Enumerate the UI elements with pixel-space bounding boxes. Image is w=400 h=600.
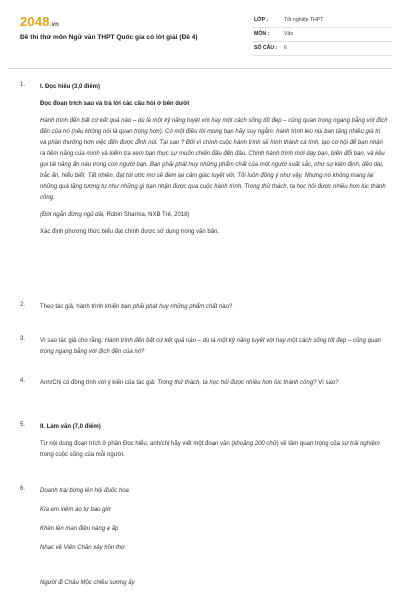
meta-value: Văn [284, 31, 294, 37]
text-run: trong cuộc sống của mỗi người. [40, 452, 125, 458]
question-body [40, 82, 388, 238]
meta-row-class [252, 14, 392, 28]
question-text [40, 336, 388, 358]
quote-run: Trong thử thách, ta học hỏi được nhiều hơn lúc thành công [157, 380, 314, 386]
question-body [40, 302, 388, 313]
poem-line: Kìa em xiêm áo tự bao giờ [40, 507, 111, 513]
meta-row-subject [252, 28, 392, 42]
meta-value: 6 [284, 45, 287, 51]
poem-line: Người đi Châu Mộc chiều sương ấy [40, 580, 135, 586]
question-text [40, 378, 388, 389]
text-run: Vì sao tác giả cho rằng: [40, 338, 105, 344]
meta-label: SỐ CÂU : [254, 45, 278, 51]
question-number: 5. [20, 422, 26, 428]
page-header [0, 0, 400, 62]
question-number: 2. [20, 302, 26, 308]
question-text [40, 439, 388, 461]
poem-line: Doanh trại bừng lên hội đuốc hoa [40, 488, 129, 494]
question-number: 1. [20, 82, 26, 88]
meta-row-count [252, 42, 392, 56]
reading-passage: Hành trình đến bất cứ kết quả nào – dù là một kỹ năng tuyệt vời hay một cách sống tốt đẹp – cũng quan trọng ngang bằng với đích đến của nó (nếu không nói là quan trọng hơn). Có một điều tôi mong bạn hãy suy ngẫm: hành trình leo núi ban tặng nhiều giá trị và phần thưởng hơn việc đến được đỉnh núi. Tại sao ? Bởi vì chính cuộc hành trình sẽ hình thành cá tính, tạo cơ hội để bạn nhận ra tiềm năng của mình và kiếm tra xem bạn thực sự muốn chiến đấu đến đâu. Chính hành trình mới dạy bạn, biến đổi bạn, và kêu gọi tài năng ẩn náu trong con người bạn. Bạn phải phát huy những phẩm chất của một người xuất sắc, như sự kiên định, dẻo dai, trắc ẩn, hiểu biết. Tất nhiên, đạt tới ước mơ sẽ đem lại cảm giác tuyệt vời. Tôi luôn đồng ý như vậy. Nhưng nó không mang lại những quà tặng tương tự như những gì bạn nhận được qua cuộc hành trình. Trong thử thách, ta học hỏi được nhiều hơn lúc thành công. [40, 118, 388, 201]
text-run: ? Vì sao? [313, 380, 339, 386]
meta-label: MÔN : [254, 31, 270, 37]
meta-label: LỚP : [254, 17, 269, 23]
section-heading: II. Làm văn (7,0 điểm) [40, 424, 101, 430]
section-heading: I. Đọc hiểu (3,0 điểm) [40, 84, 101, 90]
text-run: Anh/Chị có đồng tình với ý kiến của tác giả: [40, 380, 158, 386]
text-run: Từ nội dung đoạn trích ở phần Đọc hiểu, anh/chị hãy viết một đoạn văn ( [40, 441, 234, 447]
quote-run: bạn phải phát huy những phẩm chất [121, 304, 218, 310]
meta-value: Tốt nghiệp THPT [284, 17, 324, 23]
question-text: Xác định phương thức biểu đạt chính được sử dụng trong văn bản. [40, 229, 220, 235]
exam-meta-table [252, 14, 392, 56]
question-number: 4. [20, 378, 26, 384]
source-title: (Đời ngắn đừng ngủ dài, [40, 212, 105, 218]
question-number: 6. [20, 486, 26, 492]
logo-text: 2048 [20, 14, 50, 29]
source-rest: Robin Sharma, NXB Trẻ, 2018) [104, 212, 190, 218]
question-text [40, 302, 388, 313]
text-run: ) về tầm quan trọng của [276, 441, 342, 447]
question-body [40, 422, 388, 461]
poem-excerpt [40, 486, 388, 589]
site-logo[interactable] [20, 14, 59, 29]
exam-title: Đề thi thử môn Ngữ văn THPT Quốc gia có lời giải (Đề 4) [20, 34, 198, 41]
header-divider [8, 68, 392, 69]
question-body [40, 378, 388, 389]
reading-instruction: Đọc đoạn trích sau và trả lời các câu hỏi ở bên dưới [40, 101, 190, 107]
quote-run: khoảng 200 chữ [233, 441, 277, 447]
quote-run: sự trải nghiệm [341, 441, 380, 447]
quote-run: Hành trình đến bất cứ kết quả nào – dù là một kỹ năng tuyệt vời hay một cách sống tốt đẹp – cũng quan trọng ngang bằng với đích đến của nó? [40, 338, 381, 355]
question-body [40, 336, 388, 358]
logo-suffix: .vn [49, 22, 60, 28]
text-run: nào? [217, 304, 233, 310]
poem-line: Nhạc về Viên Chăn xây hồn thơ [40, 545, 125, 551]
poem-line: Khèn lên man điệu nàng e ấp [40, 526, 119, 532]
passage-source [40, 210, 388, 221]
question-number: 3. [20, 336, 26, 342]
text-run: Theo tác giả, hành trình khiến [40, 304, 122, 310]
